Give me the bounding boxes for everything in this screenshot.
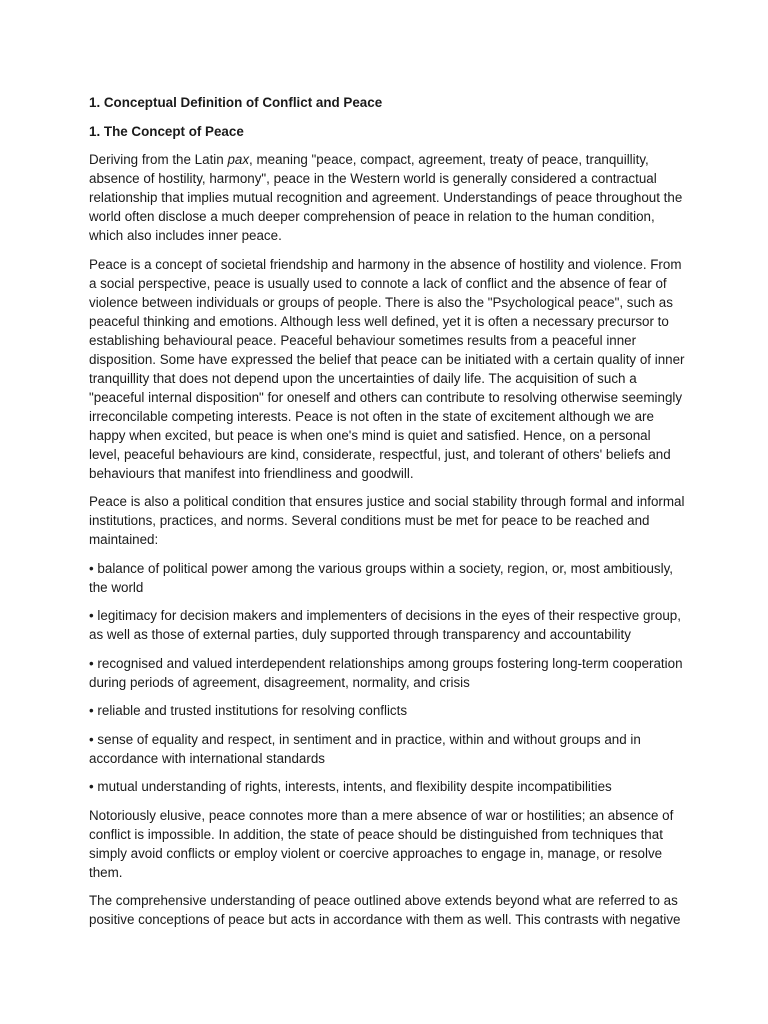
document-body	[89, 93, 685, 939]
section-heading: 1. Conceptual Definition of Conflict and Peace	[89, 95, 383, 110]
paragraph-comprehensive-understanding: The comprehensive understanding of peace outlined above extends beyond what are referred to as positive conceptions of peace but acts in accordance with them as well. This contrasts with negative	[89, 893, 681, 927]
paragraph-text: Deriving from the Latin	[89, 152, 228, 167]
subsection-heading: 1. The Concept of Peace	[89, 123, 244, 139]
paragraph-political-condition: Peace is also a political condition that ensures justice and social stability through formal and informal institutions, practices, and norms. Several conditions must be met for peace to be reached and maintained:	[89, 494, 685, 547]
bullet-item: • balance of political power among the various groups within a society, region, or, most ambitiously, the world	[89, 559, 685, 597]
bullet-item: • recognised and valued interdependent relationships among groups fostering long-term cooperation during periods of agreement, disagreement, normality, and crisis	[89, 654, 685, 692]
paragraph-societal-peace: Peace is a concept of societal friendship and harmony in the absence of hostility and violence. From a social perspective, peace is usually used to connote a lack of conflict and the absence of fear of violence between individuals or groups of people. There is also the "Psychological peace", such as peaceful thinking and emotions. Although less well defined, yet it is often a necessary precursor to establishing behavioural peace. Peaceful behaviour sometimes results from a peaceful inner disposition. Some have expressed the belief that peace can be initiated with a certain quality of inner tranquillity that does not depend upon the uncertainties of daily life. The acquisition of such a "peaceful internal disposition" for oneself and others can contribute to resolving otherwise seemingly irreconcilable competing interests. Peace is not often in the state of excitement although we are happy when excited, but peace is when one's mind is quiet and satisfied. Hence, on a personal level, peaceful behaviours are kind, considerate, respectful, just, and tolerant of others' beliefs and behaviours that manifest into friendliness and goodwill.	[89, 256, 685, 481]
paragraph-elusive-peace: Notoriously elusive, peace connotes more than a mere absence of war or hostilities; an absence of conflict is impossible. In addition, the state of peace should be distinguished from techniques that simply avoid conflicts or employ violent or coercive approaches to engage in, manage, or resolve them.	[89, 807, 674, 880]
paragraph-pax-origin	[89, 150, 685, 245]
bullet-item: • reliable and trusted institutions for resolving conflicts	[89, 701, 685, 720]
paragraph-text: , meaning "peace, compact, agreement, treaty of peace, tranquillity, absence of hostility, harmony", peace in the Western world is generally considered a contractual relationship that implies mutual recognition and agreement. Understandings of peace throughout the world often disclose a much deeper comprehension of peace in relation to the human condition, which also includes inner peace.	[89, 152, 683, 243]
bullet-item: • legitimacy for decision makers and implementers of decisions in the eyes of their respective group, as well as those of external parties, duly supported through transparency and accountability	[89, 606, 685, 644]
bullet-item: • mutual understanding of rights, interests, intents, and flexibility despite incompatibilities	[89, 777, 685, 796]
bullet-item: • sense of equality and respect, in sentiment and in practice, within and without groups and in accordance with international standards	[89, 730, 685, 768]
latin-term: pax	[227, 152, 250, 167]
